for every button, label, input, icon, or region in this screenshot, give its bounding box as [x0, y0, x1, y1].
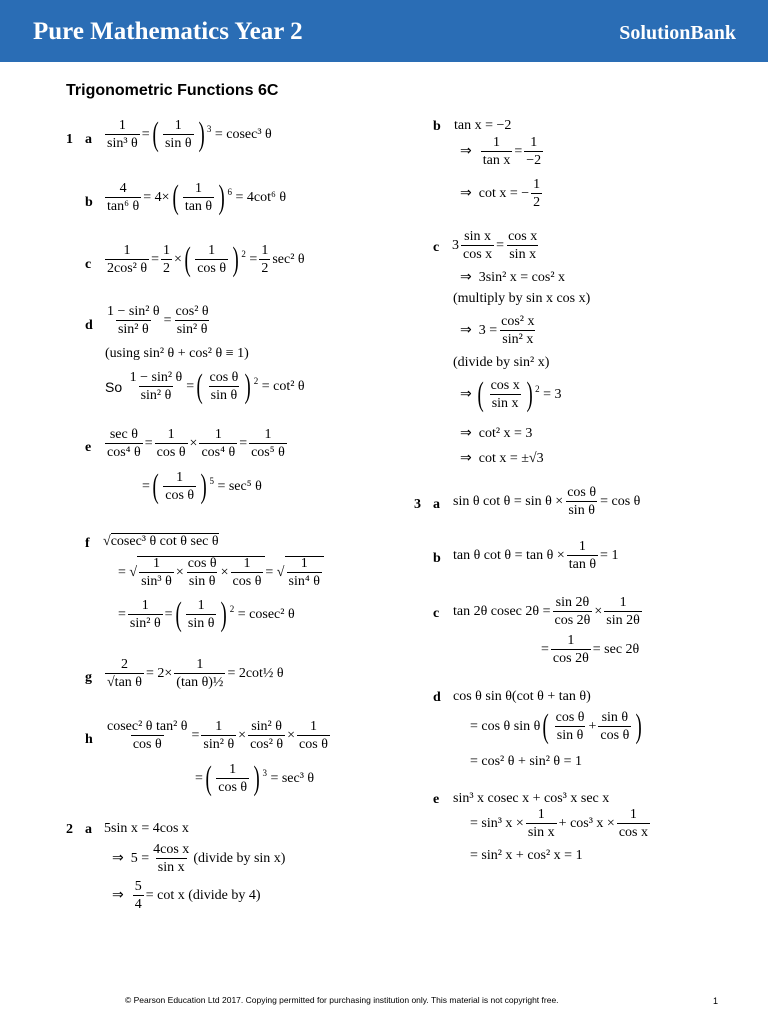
equation-2b-3: ⇒ cot x = − $\frac{1}{2}$	[460, 177, 541, 210]
part-label: c	[433, 606, 440, 621]
part-label: d	[85, 318, 93, 333]
equation-3d: cos θ sin θ(cot θ + tan θ)	[453, 689, 591, 704]
equation-3a: sin θ cot θ = sin θ × $\frac{\text{cos θ}}{\text{sin θ}}$ = cos θ	[453, 485, 641, 518]
equation-1e-2: = ( $\frac{1}{\text{cos θ}}$ ) $^5$ = sec⁵ θ	[142, 468, 262, 505]
equation-3b: tan θ cot θ = tan θ × $\frac{1}{\text{tan θ}}$ = 1	[453, 539, 619, 572]
part-label: a	[85, 132, 92, 147]
equation-2c: 3 $\frac{\text{sin x}}{\text{cos x}}$ = $\frac{\text{cos x}}{\text{sin x}}$	[452, 229, 538, 262]
note-2c-2: (divide by sin² x)	[453, 355, 550, 370]
part-label: g	[85, 670, 92, 685]
part-label: b	[433, 119, 441, 134]
equation-2c-4: ⇒ ( $\frac{\text{cos x}}{\text{sin x}}$ ) $^2$ = 3	[460, 376, 562, 413]
part-label: d	[433, 690, 441, 705]
part-label: b	[433, 551, 441, 566]
equation-1b: $\frac{4}{\text{tan⁶ θ}}$ = 4× ( $\frac{1}{\text{tan θ}}$ ) $^6$ = 4cot⁶ θ	[107, 179, 287, 216]
section-title: Trigonometric Functions 6C	[66, 82, 279, 99]
equation-2a-3: ⇒ $\frac{5}{4}$ = cot x (divide by 4)	[112, 879, 261, 912]
part-label: b	[85, 195, 93, 210]
brand-name: SolutionBank	[619, 22, 736, 44]
part-label: h	[85, 732, 93, 747]
identity-note: (using sin² θ + cos² θ ≡ 1)	[105, 346, 249, 361]
equation-1c: $\frac{1}{\text{2cos² θ}}$ = $\frac{1}{2}$ × ( $\frac{1}{\text{cos θ}}$ ) $^2$ = $\frac{1}{2}$ sec² θ	[107, 241, 305, 278]
page-header	[0, 0, 768, 62]
equation-1f: √cosec³ θ cot θ sec θ	[103, 534, 219, 549]
part-label: c	[433, 240, 440, 255]
equation-1f-2: = √ $\frac{1}{\text{sin³ θ}}$ × $\frac{\text{cos θ}}{\text{sin θ}}$ × $\frac{1}{\text{cos θ}}$ = √ $\frac{1}{\text{sin⁴ θ}}$	[118, 556, 324, 589]
equation-2c-3: ⇒ 3 = $\frac{\text{cos² x}}{\text{sin² x}}$	[460, 314, 535, 347]
page-number: 1	[713, 996, 719, 1006]
part-label: a	[85, 822, 92, 837]
equation-2b-2: ⇒ $\frac{1}{\text{tan x}}$ = $\frac{1}{-2}$	[460, 135, 542, 168]
equation-1a: $\frac{1}{\text{sin³ θ}}$ = ( $\frac{1}{\text{sin θ}}$ ) $^3$ = cosec³ θ	[107, 116, 272, 153]
equation-1g: $\frac{2}{\text{√tan θ}}$ = 2× $\frac{1}{\text{(tan θ)½}}$ = 2cot½ θ	[107, 657, 284, 690]
note-2c-1: (multiply by sin x cos x)	[453, 291, 591, 306]
equation-3c-2: = $\frac{1}{\cos 2\theta}$ = sec 2θ	[541, 633, 640, 666]
book-title: Pure Mathematics Year 2	[33, 18, 303, 45]
part-label: e	[85, 440, 92, 455]
equation-2a: 5sin x = 4cos x	[104, 821, 189, 836]
equation-1e: $\frac{\text{sec θ}}{\text{cos⁴ θ}}$ = $\frac{1}{\text{cos θ}}$ × $\frac{1}{\text{cos⁴ θ}}$ = $\frac{1}{\text{cos⁵ θ}}$	[107, 427, 285, 460]
equation-1h: $\frac{\text{cosec² θ tan² θ}}{\text{cos θ}}$ = $\frac{1}{\text{sin² θ}}$ × $\frac{\text{sin² θ}}{\text{cos² θ}}$ × $\frac{1}{\text{cos θ}}$	[107, 719, 328, 752]
part-label: c	[85, 257, 92, 272]
equation-2c-2: ⇒ 3sin² x = cos² x	[460, 270, 566, 285]
equation-3d-2: = cos θ sin θ ( $\frac{\text{cos θ}}{\text{sin θ}}$ + $\frac{\text{sin θ}}{\text{cos θ}}$ )	[470, 708, 643, 745]
equation-1d: $\frac{\text{1 − sin² θ}}{\text{sin² θ}}$ = $\frac{\text{cos² θ}}{\text{sin² θ}}$	[107, 304, 209, 337]
part-label: f	[85, 536, 90, 551]
copyright-footer: © Pearson Education Ltd 2017. Copying permitted for purchasing institution only. This material is not copyright free.	[125, 995, 559, 1005]
part-label: e	[433, 792, 440, 807]
equation-1f-3: = $\frac{1}{\text{sin² θ}}$ = ( $\frac{1}{\text{sin θ}}$ ) $^2$ = cosec² θ	[118, 596, 295, 633]
equation-1h-2: = ( $\frac{1}{\text{cos θ}}$ ) $^3$ = sec³ θ	[195, 760, 315, 797]
question-number: 1	[66, 132, 73, 147]
part-label: a	[433, 497, 440, 512]
equation-3c: tan 2θ cosec 2θ = $\frac{\sin 2\theta}{\cos 2\theta}$ × $\frac{1}{\sin 2\theta}$	[453, 595, 640, 628]
equation-3e-3: = sin² x + cos² x = 1	[470, 848, 583, 863]
equation-3d-3: = cos² θ + sin² θ = 1	[470, 754, 582, 769]
equation-2b: tan x = −2	[454, 118, 512, 133]
equation-2c-5: ⇒ cot² x = 3	[460, 426, 533, 441]
question-number: 3	[414, 497, 421, 512]
equation-2a-2: ⇒ 5 = $\frac{\text{4cos x}}{\text{sin x}}$ (divide by sin x)	[112, 842, 286, 875]
equation-2c-6: ⇒ cot x = ±√3	[460, 451, 544, 466]
question-number: 2	[66, 822, 73, 837]
equation-3e-2: = sin³ x × $\frac{1}{\text{sin x}}$ + cos³ x × $\frac{1}{\text{cos x}}$	[470, 807, 648, 840]
equation-3e: sin³ x cosec x + cos³ x sec x	[453, 791, 610, 806]
equation-1d-so: So $\frac{\text{1 − sin² θ}}{\text{sin² θ}}$ = ( $\frac{\text{cos θ}}{\text{sin θ}}$ ) $^2$ = cot² θ	[105, 368, 305, 405]
